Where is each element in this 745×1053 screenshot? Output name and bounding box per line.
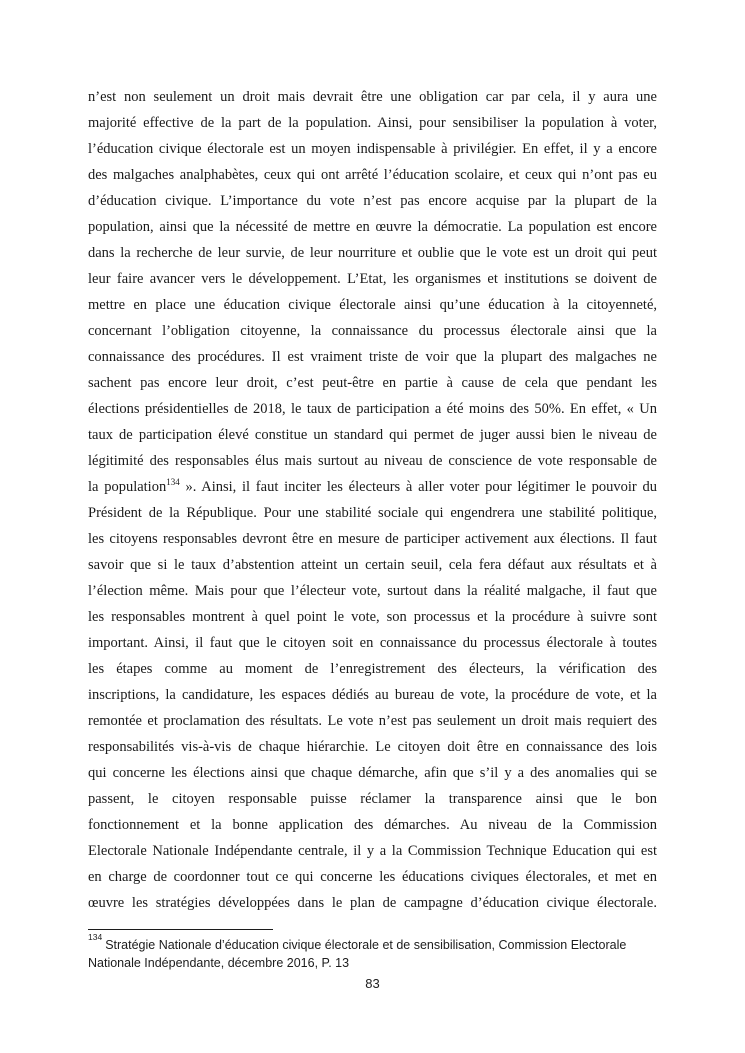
body-line: taux de participation élevé constitue un standard qui permet de juger aussi bien le niveau de	[88, 427, 657, 443]
body-line: l’éducation civique électorale est un moyen indispensable à privilégier. En effet, il y a encore	[88, 141, 657, 157]
footnote-line-2: Nationale Indépendante, décembre 2016, P. 13	[88, 956, 350, 970]
body-line: mettre en place une éducation civique électorale ainsi qu’une éducation à la citoyenneté,	[88, 297, 657, 313]
body-line	[88, 474, 657, 500]
body-line: savoir que si le taux d’abstention atteint un certain seuil, cela fera défaut aux résultats et à	[88, 557, 657, 573]
body-line: qui concerne les élections ainsi que chaque démarche, afin que s’il y a des anomalies qui se	[88, 765, 657, 781]
body-line: connaissance des procédures. Il est vraiment triste de voir que la plupart des malgaches ne	[88, 349, 657, 365]
body-line: n’est non seulement un droit mais devrait être une obligation car par cela, il y aura une	[88, 89, 657, 105]
body-line: remontée et proclamation des résultats. Le vote n’est pas seulement un droit mais requiert des	[88, 713, 657, 729]
footnote-line-1	[88, 931, 657, 954]
footnote-reference: 134	[166, 477, 180, 487]
body-line: les citoyens responsables devront être en mesure de participer activement aux élections. Il faut	[88, 531, 657, 547]
body-line: responsabilités vis-à-vis de chaque hiérarchie. Le citoyen doit être en connaissance des lois	[88, 739, 657, 755]
body-line-text: la population	[88, 479, 167, 495]
body-line: sachent pas encore leur droit, c’est peut-être en partie à cause de cela que pendant les	[88, 375, 657, 391]
body-line: d’éducation civique. L’importance du vote n’est pas encore acquise par la plupart de la	[88, 193, 657, 209]
body-text	[88, 84, 657, 916]
body-line: légitimité des responsables élus mais surtout au niveau de conscience de vote responsable de	[88, 453, 657, 469]
body-line: population, ainsi que la nécessité de mettre en œuvre la démocratie. La population est encore	[88, 219, 657, 235]
body-line: élections présidentielles de 2018, le taux de participation a été moins des 50%. En effet, « Un	[88, 401, 657, 417]
body-line: passent, le citoyen responsable puisse réclamer la transparence ainsi que le bon	[88, 791, 657, 807]
body-line: majorité effective de la part de la population. Ainsi, pour sensibiliser la population à voter,	[88, 115, 657, 131]
footnote-separator	[88, 929, 273, 930]
footnote	[88, 931, 657, 972]
body-line: les responsables montrent à quel point le vote, son processus et la procédure à suivre sont	[88, 609, 657, 625]
body-line: œuvre les stratégies développées dans le plan de campagne d’éducation civique électorale.	[88, 895, 657, 911]
body-line: dans la recherche de leur survie, de leur nourriture et oublie que le vote est un droit qui peut	[88, 245, 657, 261]
body-line: Electorale Nationale Indépendante centrale, il y a la Commission Technique Education qui est	[88, 843, 657, 859]
body-line: en charge de coordonner tout ce qui concerne les éducations civiques électorales, et met en	[88, 869, 657, 885]
body-line: leur faire avancer vers le développement. L’Etat, les organismes et institutions se doivent de	[88, 271, 657, 287]
footnote-marker: 134	[88, 931, 103, 942]
body-line: des malgaches analphabètes, ceux qui ont arrêté l’éducation scolaire, et ceux qui n’ont pas eu	[88, 167, 657, 183]
page-number: 83	[365, 976, 380, 991]
body-line-text: ». Ainsi, il faut inciter les électeurs à aller voter pour légitimer le pouvoir du	[179, 479, 657, 495]
body-line: concernant l’obligation citoyenne, la connaissance du processus électorale ainsi que la	[88, 323, 657, 339]
footnote-text: Stratégie Nationale d’éducation civique électorale et de sensibilisation, Commission Electorale	[105, 938, 627, 952]
body-line: l’élection même. Mais pour que l’électeur vote, surtout dans la réalité malgache, il faut que	[88, 583, 657, 599]
body-line: Président de la République. Pour une stabilité sociale qui engendrera une stabilité politique,	[88, 505, 657, 521]
body-line: inscriptions, la candidature, les espaces dédiés au bureau de vote, la procédure de vote, et la	[88, 687, 657, 703]
body-line: fonctionnement et la bonne application des démarches. Au niveau de la Commission	[88, 817, 657, 833]
body-line: important. Ainsi, il faut que le citoyen soit en connaissance du processus électorale à toutes	[88, 635, 657, 651]
body-line: les étapes comme au moment de l’enregistrement des électeurs, la vérification des	[88, 661, 657, 677]
